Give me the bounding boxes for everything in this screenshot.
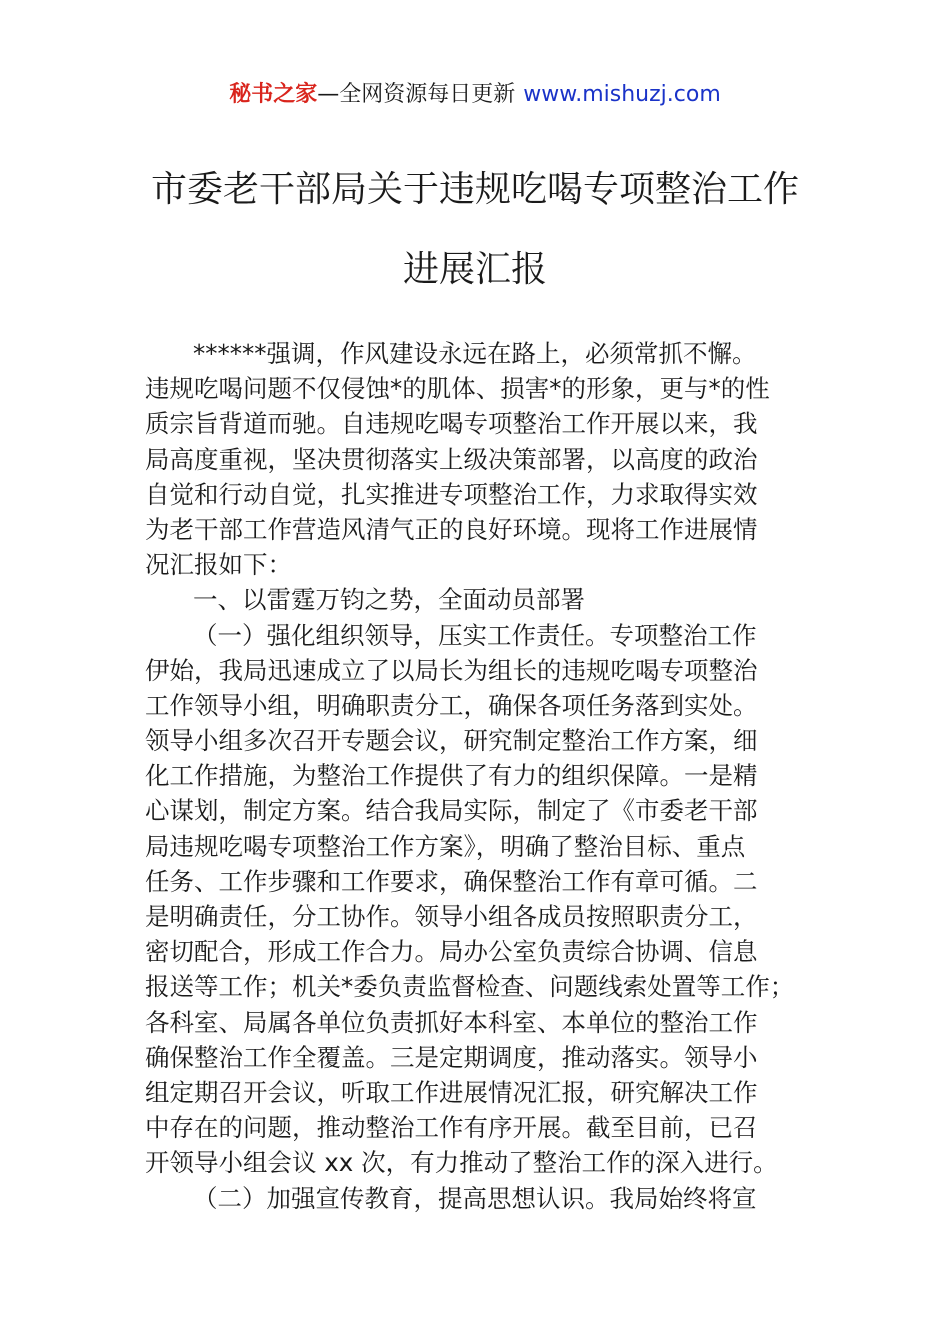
body-line: 领导小组多次召开专题会议，研究制定整治工作方案，细 — [145, 726, 758, 756]
body-line: 违规吃喝问题不仅侵蚀*的肌体、损害*的形象，更与*的性 — [145, 374, 770, 404]
body-line: 质宗旨背道而驰。自违规吃喝专项整治工作开展以来，我 — [145, 409, 758, 439]
body-line: 工作领导小组，明确职责分工，确保各项任务落到实处。 — [145, 690, 758, 720]
body-line: 密切配合，形成工作合力。局办公室负责综合协调、信息 — [145, 937, 758, 967]
body-line: 况汇报如下： — [145, 550, 292, 580]
body-line: （二）加强宣传教育，提高思想认识。我局始终将宣 — [193, 1183, 757, 1213]
body-line: 局高度重视，坚决贯彻落实上级决策部署，以高度的政治 — [145, 444, 758, 474]
body-line: 组定期召开会议，听取工作进展情况汇报，研究解决工作 — [145, 1077, 758, 1107]
body-line: 为老干部工作营造风清气正的良好环境。现将工作进展情 — [145, 514, 758, 544]
site-tagline: —全网资源每日更新 — [317, 82, 516, 107]
body-line: 局违规吃喝专项整治工作方案》，明确了整治目标、重点 — [145, 831, 746, 861]
title-line-2: 进展汇报 — [402, 249, 547, 290]
body-line: 中存在的问题，推动整治工作有序开展。截至目前，已召 — [145, 1113, 758, 1143]
site-header — [0, 78, 950, 112]
body-line: 是明确责任，分工协作。领导小组各成员按照职责分工， — [145, 902, 758, 931]
body-line: 各科室、局属各单位负责抓好本科室、本单位的整治工作 — [145, 1007, 758, 1037]
document-title — [0, 150, 950, 310]
body-line: ******强调，作风建设永远在路上，必须常抓不懈。 — [193, 339, 757, 368]
document-body — [145, 336, 815, 1216]
brand-name: 秘书之家 — [229, 82, 318, 107]
body-line: 开领导小组会议 xx 次，有力推动了整治工作的深入进行。 — [145, 1148, 778, 1178]
body-line: 任务、工作步骤和工作要求，确保整治工作有章可循。二 — [145, 866, 758, 896]
body-line: 确保整治工作全覆盖。三是定期调度，推动落实。领导小 — [145, 1042, 758, 1072]
body-line: （一）强化组织领导，压实工作责任。专项整治工作 — [193, 620, 757, 650]
section-heading: 一、以雷霆万钧之势，全面动员部署 — [193, 585, 585, 615]
title-line-1: 市委老干部局关于违规吃喝专项整治工作 — [150, 169, 799, 210]
site-url-link[interactable]: www.mishuzj.com — [523, 82, 721, 107]
body-line: 化工作措施，为整治工作提供了有力的组织保障。一是精 — [145, 761, 758, 791]
body-line: 伊始，我局迅速成立了以局长为组长的违规吃喝专项整治 — [145, 655, 758, 685]
body-line: 自觉和行动自觉，扎实推进专项整治工作，力求取得实效 — [145, 479, 758, 509]
body-line: 报送等工作；机关*委负责监督检查、问题线索处置等工作； — [145, 972, 795, 1002]
body-line: 心谋划，制定方案。结合我局实际，制定了《市委老干部 — [145, 796, 758, 826]
